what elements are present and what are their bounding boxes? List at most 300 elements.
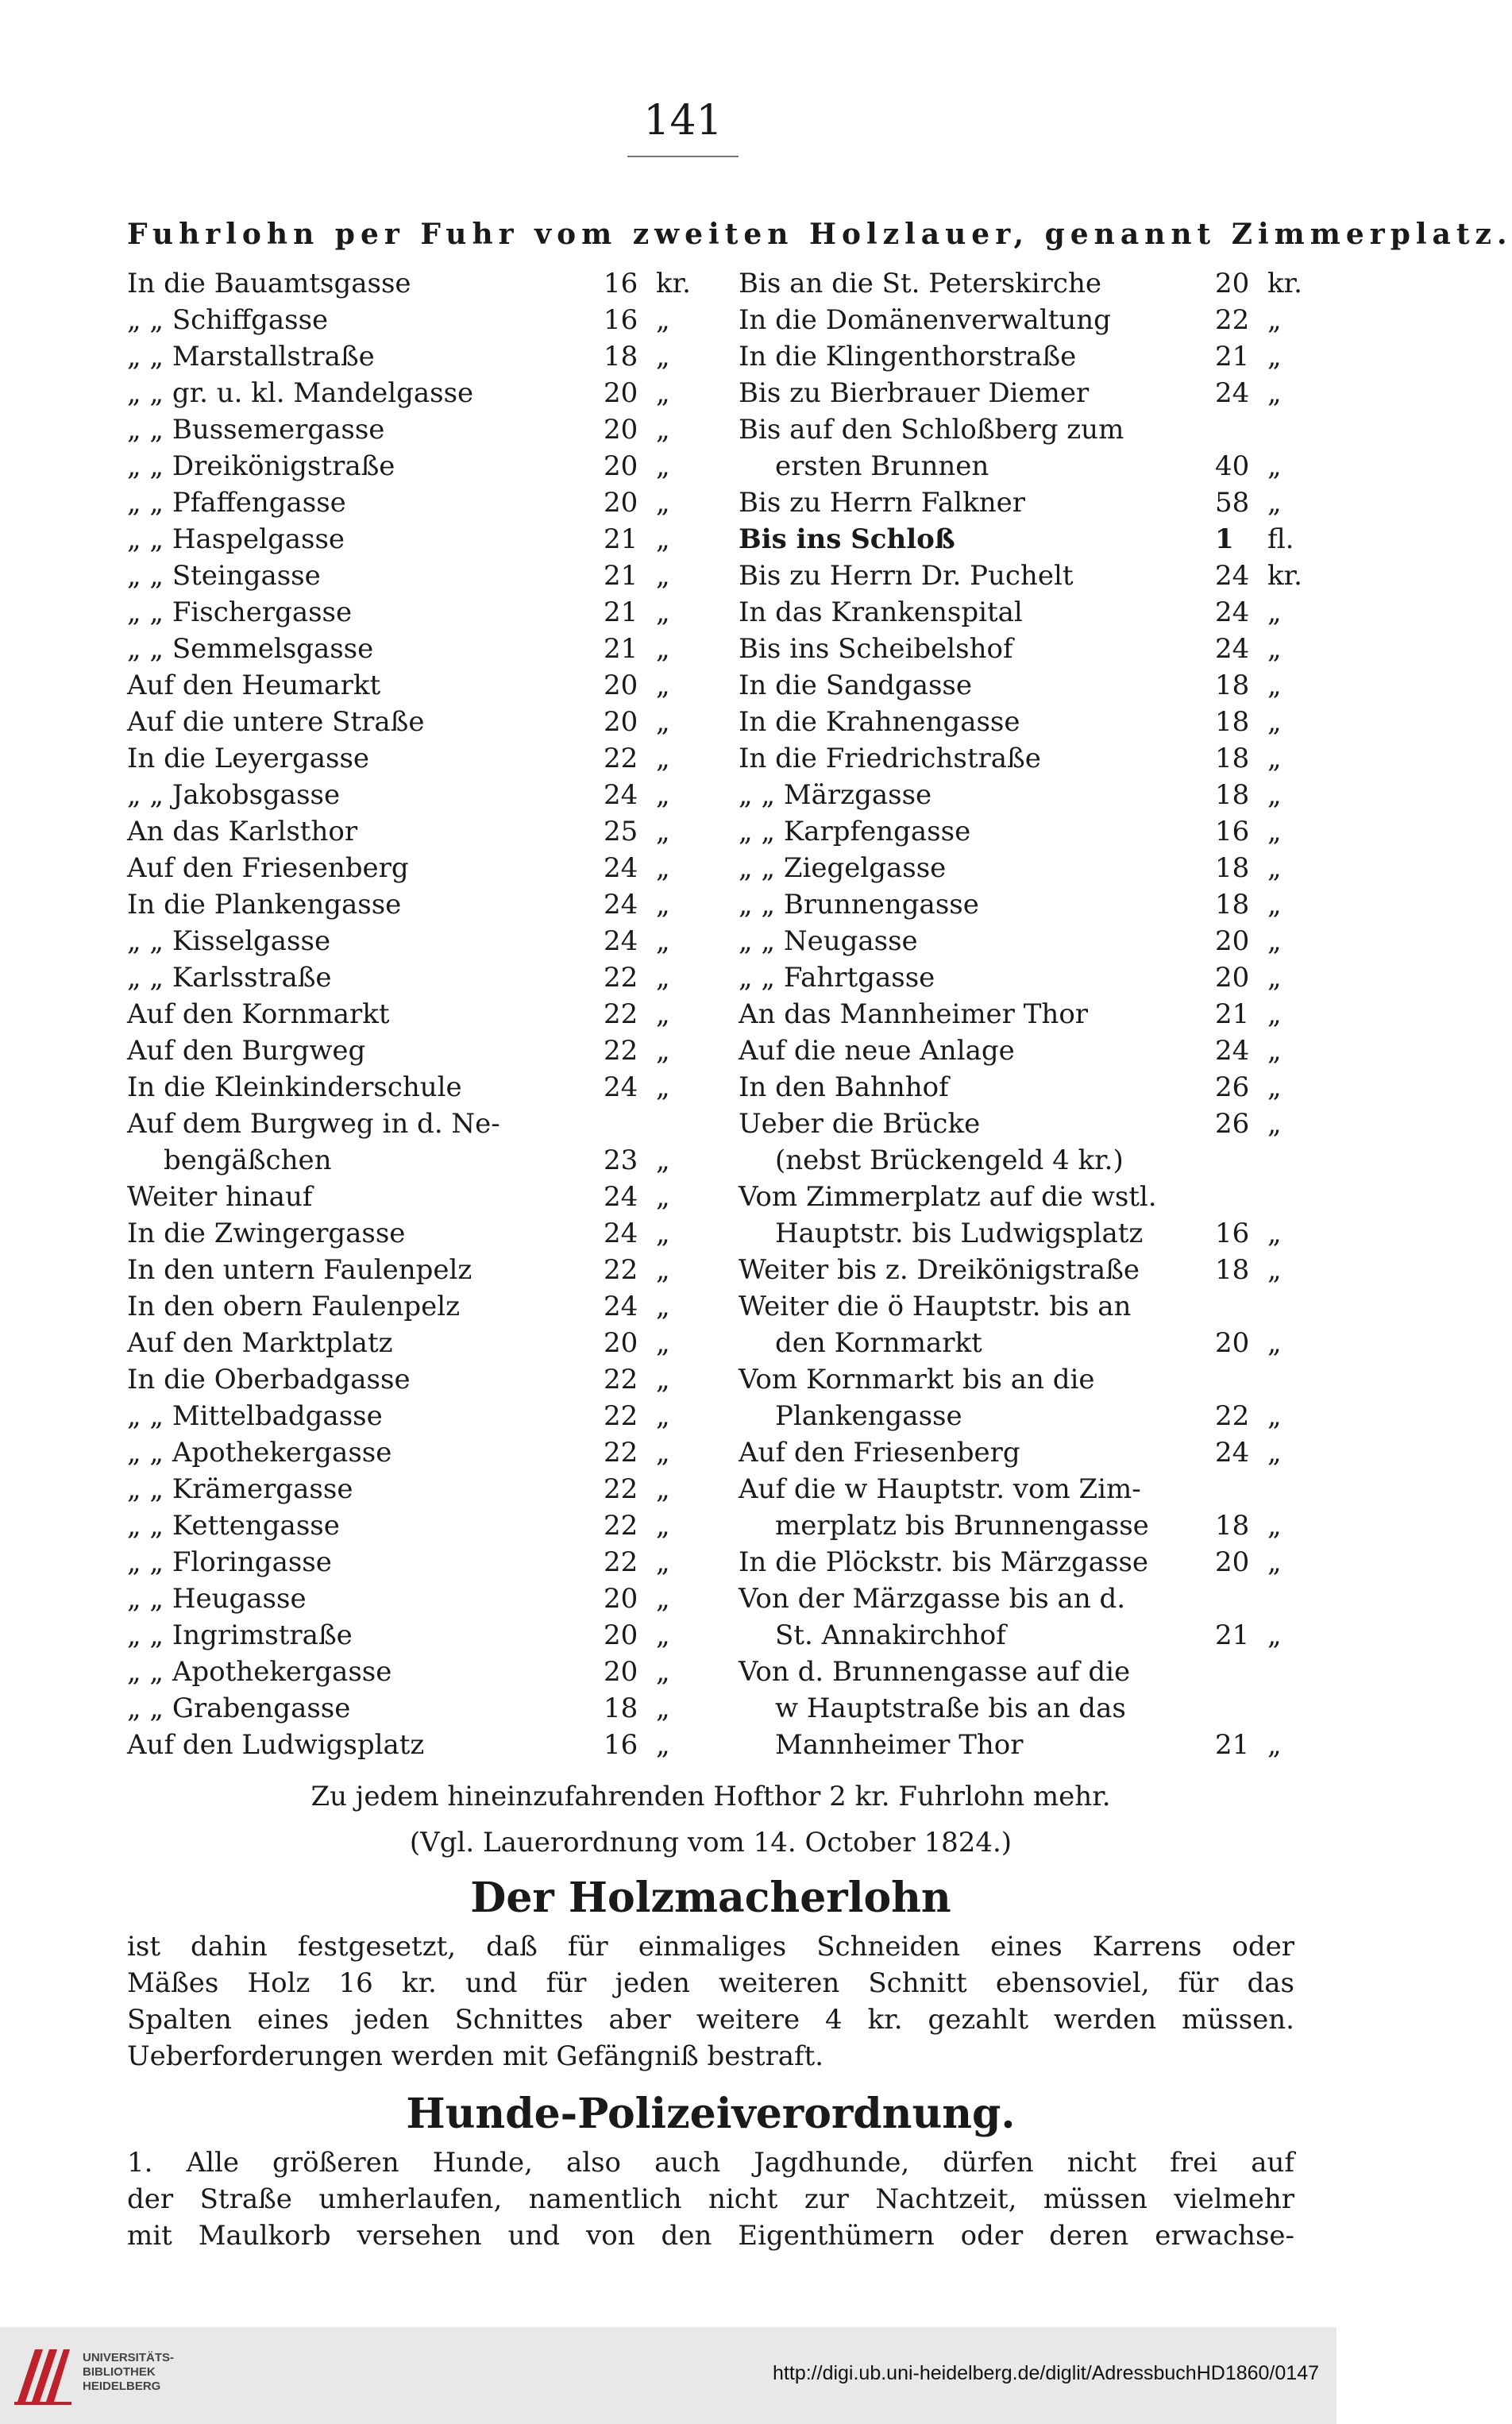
table-row — [739, 996, 1298, 1033]
table-row — [127, 1690, 699, 1727]
table-row — [127, 375, 699, 411]
street-name: Bis auf den Schloßberg zum — [739, 414, 1124, 446]
street-name: „ „ Neugasse — [739, 925, 918, 957]
price-unit: kr. — [656, 268, 691, 299]
price-value: 24 — [604, 1291, 638, 1322]
table-row — [127, 558, 699, 594]
street-name: „ „ Kisselgasse — [127, 925, 331, 957]
table-row — [127, 1179, 699, 1215]
street-name: „ „ Bussemergasse — [127, 414, 385, 446]
library-name — [83, 2351, 174, 2394]
price-value: 21 — [1215, 998, 1250, 1030]
price-unit: „ — [656, 1254, 670, 1286]
price-value: 21 — [604, 560, 638, 592]
price-value: 26 — [1215, 1108, 1250, 1140]
table-row — [739, 1288, 1298, 1325]
price-unit: „ — [656, 779, 670, 811]
price-value: 58 — [1215, 487, 1250, 519]
street-name: w Hauptstraße bis an das — [775, 1693, 1126, 1724]
price-value: 22 — [604, 998, 638, 1030]
price-value: 22 — [1215, 304, 1250, 336]
price-value: 20 — [1215, 268, 1250, 299]
table-row — [127, 411, 699, 448]
table-row — [127, 1544, 699, 1581]
price-unit: „ — [656, 377, 670, 409]
table-row — [739, 1252, 1298, 1288]
price-unit: „ — [1267, 925, 1282, 957]
price-unit: „ — [656, 998, 670, 1030]
street-name: Auf den Marktplatz — [127, 1327, 393, 1359]
street-name: „ „ Haspelgasse — [127, 523, 345, 555]
street-name: (nebst Brückengeld 4 kr.) — [775, 1144, 1124, 1176]
section-paragraph-holzmacherlohn — [127, 1928, 1294, 2075]
price-unit: „ — [1267, 1218, 1282, 1249]
price-unit: „ — [656, 1693, 670, 1724]
price-value: 24 — [1215, 377, 1250, 409]
price-unit: „ — [656, 341, 670, 372]
price-unit: „ — [1267, 889, 1282, 921]
street-name: „ „ Ziegelgasse — [739, 852, 947, 884]
price-value: 24 — [1215, 1437, 1250, 1469]
paragraph-line: Ueberforderungen werden mit Gefängniß bestraft. — [127, 2040, 824, 2072]
price-unit: „ — [656, 1364, 670, 1395]
price-unit: „ — [656, 1071, 670, 1103]
street-name: In die Oberbadgasse — [127, 1364, 411, 1395]
table-row — [739, 813, 1298, 850]
price-value: 20 — [604, 450, 638, 482]
street-name: „ „ Fahrtgasse — [739, 962, 935, 994]
table-row — [127, 1142, 699, 1179]
table-row — [127, 959, 699, 996]
price-value: 20 — [604, 1656, 638, 1688]
library-name-line: HEIDELBERG — [83, 2380, 161, 2393]
price-value: 18 — [1215, 852, 1250, 884]
paragraph-line: Spalten eines jeden Schnittes aber weitere 4 kr. gezahlt werden müssen. — [127, 2004, 1294, 2036]
street-name: merplatz bis Brunnengasse — [775, 1510, 1149, 1542]
street-name: Von d. Brunnengasse auf die — [739, 1656, 1131, 1688]
street-name: Bis zu Bierbrauer Diemer — [739, 377, 1090, 409]
price-value: 16 — [1215, 1218, 1250, 1249]
table-row — [739, 777, 1298, 813]
street-name: Auf den Ludwigsplatz — [127, 1729, 425, 1761]
price-value: 20 — [1215, 925, 1250, 957]
table-row — [127, 996, 699, 1033]
price-unit: „ — [1267, 816, 1282, 847]
price-value: 21 — [604, 633, 638, 665]
paragraph-line: der Straße umherlaufen, namentlich nicht zur Nachtzeit, müssen vielmehr — [127, 2183, 1294, 2215]
table-row — [127, 448, 699, 484]
price-value: 20 — [604, 706, 638, 738]
price-unit: „ — [1267, 596, 1282, 628]
table-row — [739, 1069, 1298, 1106]
table-row — [739, 1471, 1298, 1507]
price-unit: „ — [656, 670, 670, 701]
table-row — [739, 521, 1298, 558]
table-row — [127, 1033, 699, 1069]
price-unit: „ — [1267, 1437, 1282, 1469]
street-name: Auf die w Hauptstr. vom Zim- — [739, 1473, 1141, 1505]
table-row — [127, 1325, 699, 1361]
price-value: 24 — [604, 889, 638, 921]
table-row — [127, 1252, 699, 1288]
table-row — [127, 1288, 699, 1325]
price-value: 24 — [604, 925, 638, 957]
street-name: In den obern Faulenpelz — [127, 1291, 461, 1322]
table-row — [739, 1325, 1298, 1361]
street-name: Bis an die St. Peterskirche — [739, 268, 1101, 299]
street-name: In die Plöckstr. bis Märzgasse — [739, 1546, 1149, 1578]
price-unit: „ — [1267, 1546, 1282, 1578]
table-row — [739, 265, 1302, 302]
price-value: 22 — [604, 1546, 638, 1578]
street-name: Auf den Kornmarkt — [127, 998, 390, 1030]
price-unit: „ — [1267, 779, 1282, 811]
price-unit: kr. — [1267, 268, 1302, 299]
street-name: „ „ Brunnengasse — [739, 889, 979, 921]
price-value: 18 — [604, 341, 638, 372]
street-name: In die Leyergasse — [127, 743, 370, 774]
price-value: 24 — [604, 1218, 638, 1249]
price-value: 24 — [1215, 633, 1250, 665]
price-value: 21 — [1215, 1619, 1250, 1651]
price-unit: fl. — [1267, 523, 1294, 555]
street-name: In die Friedrichstraße — [739, 743, 1041, 774]
table-row — [739, 411, 1298, 448]
price-value: 18 — [1215, 779, 1250, 811]
price-unit: „ — [656, 816, 670, 847]
table-row — [739, 850, 1298, 886]
price-unit: „ — [1267, 852, 1282, 884]
price-unit: „ — [656, 1729, 670, 1761]
price-unit: „ — [656, 1181, 670, 1213]
price-unit: „ — [656, 1510, 670, 1542]
price-value: 22 — [604, 1473, 638, 1505]
left-column — [127, 265, 699, 1763]
reference-line: (Vgl. Lauerordnung vom 14. October 1824.) — [409, 1827, 1012, 1859]
price-unit: „ — [656, 414, 670, 446]
street-name: In die Sandgasse — [739, 670, 972, 701]
price-value: 25 — [604, 816, 638, 847]
price-unit: „ — [656, 889, 670, 921]
price-unit: „ — [1267, 998, 1282, 1030]
price-unit: „ — [656, 1035, 670, 1067]
price-value: 22 — [604, 1510, 638, 1542]
street-name: An das Karlsthor — [127, 816, 358, 847]
table-row — [127, 886, 699, 923]
table-row — [127, 1106, 699, 1142]
price-value: 20 — [604, 1327, 638, 1359]
price-value: 18 — [1215, 706, 1250, 738]
table-row — [739, 631, 1298, 667]
street-name: „ „ Kettengasse — [127, 1510, 340, 1542]
price-value: 20 — [1215, 1546, 1250, 1578]
street-name: „ „ Marstallstraße — [127, 341, 375, 372]
table-row — [127, 850, 699, 886]
price-value: 21 — [1215, 341, 1250, 372]
street-name: In die Domänenverwaltung — [739, 304, 1111, 336]
table-row — [739, 1179, 1298, 1215]
table-row — [739, 1398, 1298, 1434]
price-value: 26 — [1215, 1071, 1250, 1103]
section-paragraph-hunde — [127, 2144, 1294, 2254]
price-unit: „ — [656, 560, 670, 592]
street-name: Mannheimer Thor — [775, 1729, 1024, 1761]
street-name: St. Annakirchhof — [775, 1619, 1006, 1651]
street-name: In die Klingenthorstraße — [739, 341, 1077, 372]
table-row — [127, 484, 699, 521]
table-row — [739, 704, 1298, 740]
street-name: Auf dem Burgweg in d. Ne- — [127, 1108, 500, 1140]
street-name: Vom Zimmerplatz auf die wstl. — [739, 1181, 1157, 1213]
street-name: „ „ Steingasse — [127, 560, 321, 592]
price-value: 16 — [604, 304, 638, 336]
street-name: „ „ gr. u. kl. Mandelgasse — [127, 377, 474, 409]
price-unit: „ — [656, 925, 670, 957]
price-value: 18 — [1215, 670, 1250, 701]
table-row — [127, 1398, 699, 1434]
price-value: 22 — [604, 743, 638, 774]
table-row — [739, 1142, 1298, 1179]
table-row — [127, 1581, 699, 1617]
street-name: In die Krahnengasse — [739, 706, 1020, 738]
table-row — [127, 1215, 699, 1252]
street-name: Weiter bis z. Dreikönigstraße — [739, 1254, 1140, 1286]
page-number-rule — [627, 156, 739, 157]
table-row — [127, 1471, 699, 1507]
table-row — [739, 1617, 1298, 1654]
street-name: Auf den Burgweg — [127, 1035, 366, 1067]
price-unit: „ — [656, 523, 670, 555]
library-name-line: BIBLIOTHEK — [83, 2365, 156, 2379]
price-unit: „ — [1267, 962, 1282, 994]
price-value: 24 — [604, 852, 638, 884]
price-value: 20 — [604, 487, 638, 519]
street-name: In die Kleinkinderschule — [127, 1071, 462, 1103]
street-name: ersten Brunnen — [775, 450, 989, 482]
street-name: Auf den Friesenberg — [127, 852, 409, 884]
street-name: Von der Märzgasse bis an d. — [739, 1583, 1126, 1615]
price-unit: „ — [1267, 1035, 1282, 1067]
price-unit: „ — [656, 1656, 670, 1688]
price-value: 21 — [1215, 1729, 1250, 1761]
street-name: Auf die untere Straße — [127, 706, 425, 738]
price-value: 18 — [1215, 1254, 1250, 1286]
street-name: „ „ Semmelsgasse — [127, 633, 374, 665]
section-title-hunde-polizeiverordnung: Hunde-Polizeiverordnung. — [406, 2090, 1016, 2138]
price-value: 16 — [1215, 816, 1250, 847]
table-row — [127, 1361, 699, 1398]
street-name: „ „ Mittelbadgasse — [127, 1400, 383, 1432]
price-unit: „ — [656, 1437, 670, 1469]
table-row — [127, 813, 699, 850]
price-value: 22 — [604, 1364, 638, 1395]
table-row — [739, 302, 1298, 338]
price-unit: „ — [1267, 706, 1282, 738]
table-row — [739, 1434, 1298, 1471]
street-name: Auf den Heumarkt — [127, 670, 381, 701]
street-name: In den untern Faulenpelz — [127, 1254, 472, 1286]
table-row — [739, 1033, 1298, 1069]
price-value: 22 — [604, 1437, 638, 1469]
table-row — [127, 631, 699, 667]
table-row — [739, 1654, 1298, 1690]
table-row — [127, 1069, 699, 1106]
price-unit: „ — [656, 1546, 670, 1578]
table-row — [739, 1544, 1298, 1581]
price-unit: „ — [1267, 487, 1282, 519]
page-number: 141 — [643, 97, 723, 145]
price-value: 24 — [1215, 560, 1250, 592]
price-value: 24 — [604, 1181, 638, 1213]
street-name: „ „ Karpfengasse — [739, 816, 971, 847]
price-unit: „ — [656, 1218, 670, 1249]
table-row — [739, 1507, 1298, 1544]
table-row — [127, 667, 699, 704]
street-name: In die Bauamtsgasse — [127, 268, 411, 299]
price-unit: „ — [1267, 1108, 1282, 1140]
price-unit: „ — [656, 852, 670, 884]
street-name: „ „ Jakobsgasse — [127, 779, 341, 811]
price-unit: „ — [656, 450, 670, 482]
table-row — [739, 959, 1298, 996]
price-unit: „ — [1267, 1400, 1282, 1432]
price-value: 22 — [1215, 1400, 1250, 1432]
street-name: Bis ins Scheibelshof — [739, 633, 1013, 665]
price-unit: „ — [1267, 1510, 1282, 1542]
price-unit: „ — [1267, 670, 1282, 701]
table-row — [739, 375, 1298, 411]
table-row — [739, 448, 1298, 484]
table-row — [127, 1434, 699, 1471]
paragraph-line: 1. Alle größeren Hunde, also auch Jagdhunde, dürfen nicht frei auf — [127, 2147, 1294, 2179]
price-unit: „ — [656, 1400, 670, 1432]
street-name: Bis zu Herrn Dr. Puchelt — [739, 560, 1074, 592]
price-unit: „ — [656, 706, 670, 738]
street-name: bengäßchen — [164, 1144, 332, 1176]
table-row — [127, 704, 699, 740]
price-value: 1 — [1215, 523, 1234, 555]
table-row — [127, 1727, 699, 1763]
price-value: 21 — [604, 596, 638, 628]
section-title-holzmacherlohn: Der Holzmacherlohn — [470, 1874, 951, 1922]
table-row — [127, 1507, 699, 1544]
price-unit: „ — [1267, 341, 1282, 372]
table-row — [739, 923, 1298, 959]
price-value: 22 — [604, 1254, 638, 1286]
street-name: In die Zwingergasse — [127, 1218, 406, 1249]
price-unit: „ — [656, 596, 670, 628]
street-name: „ „ Krämergasse — [127, 1473, 353, 1505]
table-row — [127, 1617, 699, 1654]
price-value: 22 — [604, 962, 638, 994]
table-row — [739, 667, 1298, 704]
table-row — [127, 923, 699, 959]
price-unit: „ — [1267, 1619, 1282, 1651]
paragraph-line: ist dahin festgesetzt, daß für einmaliges Schneiden eines Karrens oder — [127, 1931, 1294, 1963]
street-name: Hauptstr. bis Ludwigsplatz — [775, 1218, 1144, 1249]
price-value: 16 — [604, 1729, 638, 1761]
table-row — [739, 1361, 1298, 1398]
price-value: 22 — [604, 1400, 638, 1432]
right-column — [739, 265, 1302, 1763]
price-unit: „ — [656, 743, 670, 774]
price-unit: „ — [1267, 304, 1282, 336]
library-name-line: UNIVERSITÄTS- — [83, 2351, 175, 2364]
source-url-link[interactable]: http://digi.ub.uni-heidelberg.de/diglit/AdressbuchHD1860/0147 — [773, 2362, 1319, 2384]
price-value: 21 — [604, 523, 638, 555]
price-value: 20 — [1215, 1327, 1250, 1359]
street-name: Vom Kornmarkt bis an die — [739, 1364, 1095, 1395]
table-row — [127, 265, 699, 302]
street-name: „ „ Apothekergasse — [127, 1656, 392, 1688]
table-row — [739, 1727, 1298, 1763]
street-name: „ „ Grabengasse — [127, 1693, 351, 1724]
price-value: 24 — [604, 1071, 638, 1103]
price-value: 24 — [1215, 596, 1250, 628]
table-row — [739, 594, 1298, 631]
university-library-logo-icon — [11, 2341, 75, 2408]
price-unit: „ — [1267, 1254, 1282, 1286]
street-name: Ueber die Brücke — [739, 1108, 981, 1140]
street-name: Weiter hinauf — [127, 1181, 313, 1213]
street-name: „ „ Pfaffengasse — [127, 487, 346, 519]
street-name: den Kornmarkt — [775, 1327, 982, 1359]
price-unit: „ — [1267, 1071, 1282, 1103]
price-value: 16 — [604, 268, 638, 299]
price-unit: „ — [1267, 377, 1282, 409]
table-row — [127, 302, 699, 338]
street-name: Bis ins Schloß — [739, 523, 955, 555]
table-row — [739, 1690, 1298, 1727]
price-unit: „ — [656, 1144, 670, 1176]
price-unit: „ — [656, 1619, 670, 1651]
street-name: An das Mannheimer Thor — [739, 998, 1089, 1030]
table-row — [127, 777, 699, 813]
street-name: Bis zu Herrn Falkner — [739, 487, 1026, 519]
price-value: 20 — [604, 377, 638, 409]
price-value: 20 — [604, 414, 638, 446]
price-unit: „ — [656, 1473, 670, 1505]
street-name: „ „ Floringasse — [127, 1546, 332, 1578]
street-name: In den Bahnhof — [739, 1071, 949, 1103]
price-unit: „ — [656, 633, 670, 665]
table-row — [739, 1215, 1298, 1252]
table-row — [739, 740, 1298, 777]
price-unit: „ — [656, 1291, 670, 1322]
street-name: In die Plankengasse — [127, 889, 402, 921]
price-unit: „ — [1267, 450, 1282, 482]
table-row — [127, 594, 699, 631]
table-heading: Fuhrlohn per Fuhr vom zweiten Holzlauer, genannt Zimmerplatz. — [127, 218, 1512, 251]
table-row — [739, 484, 1298, 521]
viewer-footer — [0, 2327, 1336, 2424]
table-row — [739, 1581, 1298, 1617]
price-unit: „ — [1267, 633, 1282, 665]
price-value: 20 — [1215, 962, 1250, 994]
price-value: 24 — [1215, 1035, 1250, 1067]
price-value: 24 — [604, 779, 638, 811]
street-name: „ „ Dreikönigstraße — [127, 450, 395, 482]
street-name: „ „ Apothekergasse — [127, 1437, 392, 1469]
price-unit: „ — [656, 1327, 670, 1359]
street-name: „ „ Märzgasse — [739, 779, 932, 811]
price-unit: „ — [1267, 1729, 1282, 1761]
price-value: 23 — [604, 1144, 638, 1176]
table-row — [127, 338, 699, 375]
paragraph-line: Mäßes Holz 16 kr. und für jeden weiteren Schnitt ebensoviel, für das — [127, 1967, 1294, 1999]
table-row — [739, 886, 1298, 923]
price-unit: „ — [1267, 1327, 1282, 1359]
